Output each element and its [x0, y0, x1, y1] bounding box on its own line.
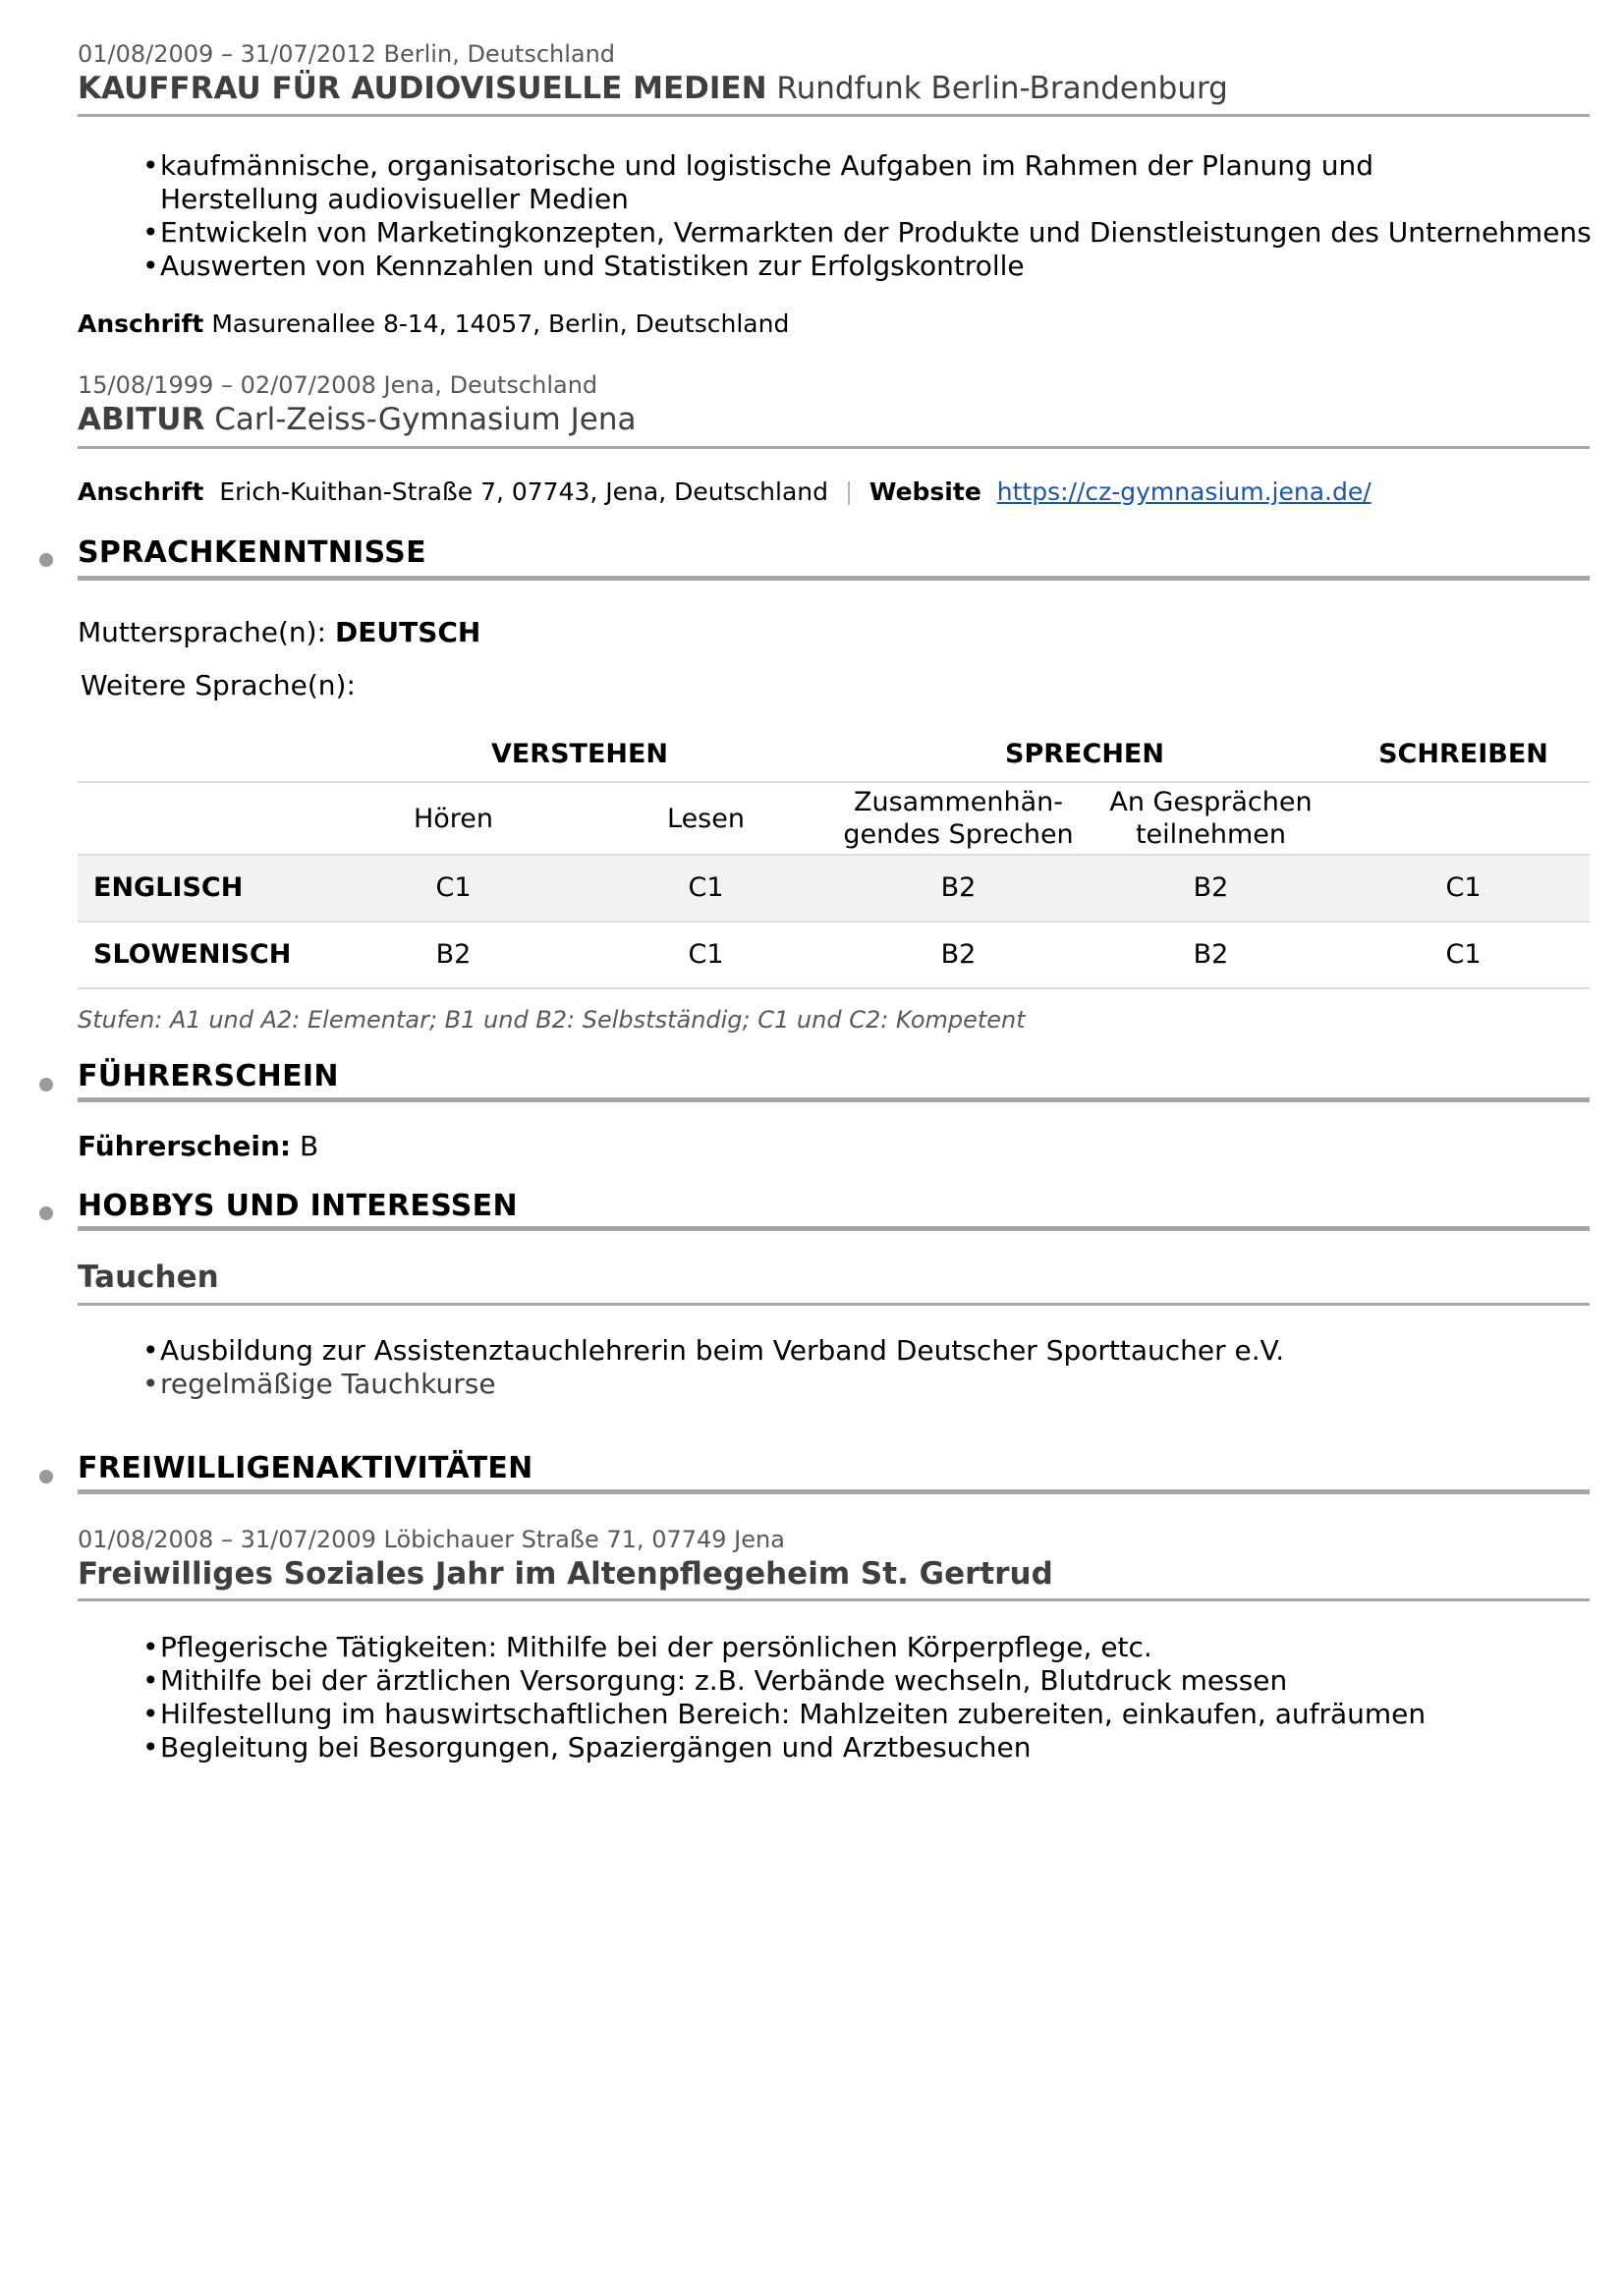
level-cell: C1 [1445, 872, 1482, 903]
address-label: Anschrift [78, 477, 204, 506]
table-row [78, 856, 1590, 921]
website-link[interactable]: https://cz-gymnasium.jena.de/ [996, 477, 1372, 506]
level-cell: B2 [1193, 939, 1229, 970]
section-bullet-icon [39, 1078, 53, 1092]
section-title-volunteer: FREIWILLIGENAKTIVITÄTEN [78, 1451, 533, 1485]
hobby-bullet-list [142, 1334, 1284, 1401]
job-employer: Rundfunk Berlin-Brandenburg [776, 71, 1228, 106]
address-value: Masurenallee 8-14, 14057, Berlin, Deutschland [211, 309, 790, 338]
job-bullet-list [142, 149, 1592, 283]
subheader-reading: Lesen [667, 804, 745, 834]
job-title-line [78, 71, 1228, 106]
section-divider [78, 1489, 1590, 1494]
level-cell: B2 [940, 939, 977, 970]
list-item: • kaufmännische, organisatorische und logistische Aufgaben im Rahmen der Planung und [142, 149, 1592, 183]
list-item: • Hilfestellung im hauswirtschaftlichen Bereich: Mahlzeiten zubereiten, einkaufen, aufräumen [142, 1698, 1426, 1731]
level-cell: C1 [688, 872, 724, 903]
edu-divider [78, 446, 1590, 449]
volunteer-divider [78, 1598, 1590, 1601]
edu-address-row [78, 477, 1372, 506]
subheader-listening: Hören [413, 804, 494, 834]
subheader-spoken-interaction: An Gesprächen teilnehmen [1109, 787, 1313, 850]
section-bullet-icon [39, 1206, 53, 1220]
section-bullet-icon [39, 553, 53, 567]
job-date-location: 01/08/2009 – 31/07/2012 Berlin, Deutschland [78, 40, 616, 68]
list-item: • regelmäßige Tauchkurse [142, 1368, 1284, 1401]
level-cell: B2 [1193, 872, 1229, 903]
language-levels-note: Stufen: A1 und A2: Elementar; B1 und B2: Selbstständig; C1 und C2: Kompetent [78, 1006, 1026, 1034]
group-header-writing: SCHREIBEN [1378, 739, 1548, 769]
job-address [78, 309, 789, 338]
website-label: Website [868, 477, 981, 506]
section-bullet-icon [39, 1470, 53, 1484]
job-title: KAUFFRAU FÜR AUDIOVISUELLE MEDIEN [78, 71, 767, 106]
section-title-hobbies: HOBBYS UND INTERESSEN [78, 1189, 518, 1223]
list-item: • Begleitung bei Besorgungen, Spaziergängen und Arztbesuchen [142, 1731, 1426, 1764]
section-divider [78, 1097, 1590, 1102]
separator [848, 481, 850, 505]
section-divider [78, 576, 1590, 581]
level-cell: C1 [435, 872, 472, 903]
list-item: • Auswerten von Kennzahlen und Statistiken zur Erfolgskontrolle [142, 250, 1592, 283]
group-header-understanding: VERSTEHEN [490, 739, 669, 769]
edu-title-line [78, 402, 636, 437]
level-cell: B2 [940, 872, 977, 903]
group-header-speaking: SPRECHEN [1005, 739, 1164, 769]
job-divider [78, 114, 1590, 117]
mother-tongue-value: DEUTSCH [335, 616, 481, 648]
subheader-spoken-production: Zusammenhän- gendes Sprechen [843, 787, 1074, 850]
level-cell: B2 [435, 939, 472, 970]
language-name: SLOWENISCH [93, 939, 292, 970]
list-item: • Ausbildung zur Assistenztauchlehrerin beim Verband Deutscher Sporttaucher e.V. [142, 1334, 1284, 1368]
volunteer-bullet-list [142, 1631, 1426, 1764]
section-title-languages: SPRACHKENNTNISSE [78, 535, 426, 570]
license-value: B [300, 1130, 319, 1162]
list-item: • Mithilfe bei der ärztlichen Versorgung: z.B. Verbände wechseln, Blutdruck messen [142, 1664, 1426, 1698]
license-row [78, 1130, 318, 1162]
section-divider [78, 1226, 1590, 1231]
table-divider [78, 987, 1590, 989]
table-divider [78, 781, 1590, 783]
language-table [78, 727, 1590, 992]
other-languages-label: Weitere Sprache(n): [81, 669, 356, 701]
edu-date-location: 15/08/1999 – 02/07/2008 Jena, Deutschland [78, 371, 598, 399]
section-title-license: FÜHRERSCHEIN [78, 1059, 339, 1093]
list-item: • Pflegerische Tätigkeiten: Mithilfe bei der persönlichen Körperpflege, etc. [142, 1631, 1426, 1664]
edu-school: Carl-Zeiss-Gymnasium Jena [214, 402, 637, 437]
volunteer-title: Freiwilliges Soziales Jahr im Altenpflegeheim St. Gertrud [78, 1556, 1053, 1592]
list-item-continuation: Herstellung audiovisueller Medien [160, 183, 629, 215]
mother-tongue-label: Muttersprache(n): [78, 616, 327, 648]
hobby-divider [78, 1303, 1590, 1306]
edu-title: ABITUR [78, 402, 205, 437]
list-item: • Entwickeln von Marketingkonzepten, Vermarkten der Produkte und Dienstleistungen des Unternehmens [142, 216, 1592, 250]
language-name: ENGLISCH [93, 872, 244, 903]
table-row [78, 923, 1590, 987]
address-label: Anschrift [78, 309, 204, 338]
hobby-title: Tauchen [78, 1260, 219, 1295]
level-cell: C1 [1445, 939, 1482, 970]
license-label: Führerschein: [78, 1130, 292, 1162]
volunteer-date-location: 01/08/2008 – 31/07/2009 Löbichauer Straße 71, 07749 Jena [78, 1526, 785, 1553]
level-cell: C1 [688, 939, 724, 970]
address-value: Erich-Kuithan-Straße 7, 07743, Jena, Deutschland [219, 477, 828, 506]
